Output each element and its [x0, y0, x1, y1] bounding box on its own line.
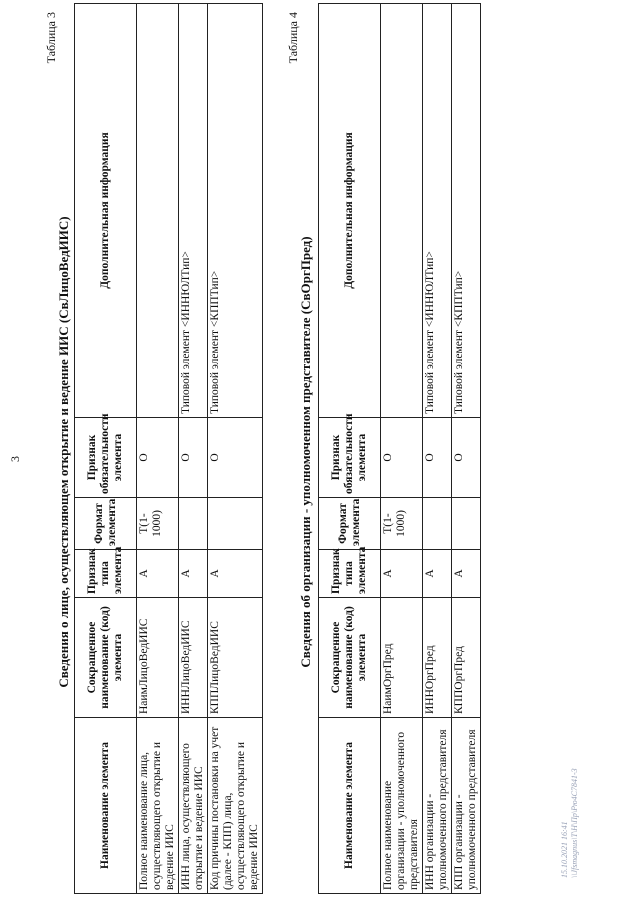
table3-header-info: Дополнительная информация [75, 4, 137, 418]
table-cell-name: КПП организации - уполномоченного представителя [452, 718, 481, 894]
table4-caption: Таблица 4 [286, 12, 300, 64]
table4-title: Сведения об организации - уполномоченном представителе (СвОргПред) [298, 236, 313, 668]
table-cell-required: О [137, 418, 179, 498]
table-cell-name: Полное наименование лица, осуществляющего открытие и ведение ИИС [137, 718, 179, 894]
table-cell-code: ИННОргПред [423, 598, 452, 718]
table3-header-code: Сокращенное наименование (код) элемента [75, 598, 137, 718]
table-cell-type: А [208, 550, 263, 598]
table-cell-code: НаимЛицоВедИИС [137, 598, 179, 718]
table-row [208, 4, 263, 894]
table-cell-code: КППОргПред [452, 598, 481, 718]
table-cell-info: Типовой элемент <КППТип> [208, 4, 263, 418]
table4-header-row [319, 4, 381, 894]
table-cell-info: Типовой элемент <ИННЮЛТип> [179, 4, 208, 418]
page-number: 3 [8, 456, 22, 462]
table-cell-format [208, 498, 263, 550]
table-cell-required: О [381, 418, 423, 498]
table3-title: Сведения о лице, осуществляющем открытие и ведение ИИС (СвЛицоВедИИС) [56, 216, 71, 688]
table-cell-type: А [137, 550, 179, 598]
table-cell-format [452, 498, 481, 550]
table-cell-type: А [423, 550, 452, 598]
table3-caption: Таблица 3 [44, 12, 58, 64]
table-cell-type: А [381, 550, 423, 598]
table-cell-name: ИНН лица, осуществляющего открытие и ведение ИИС [179, 718, 208, 894]
table-cell-code: НаимОргПред [381, 598, 423, 718]
table-cell-format [423, 498, 452, 550]
table-row [381, 4, 423, 894]
table-cell-name: Полное наименование организации - уполномоченного представителя [381, 718, 423, 894]
table-cell-info [137, 4, 179, 418]
table-cell-required: О [208, 418, 263, 498]
table-cell-code: КППЛицоВедИИС [208, 598, 263, 718]
table-cell-info: Типовой элемент <КППТип> [452, 4, 481, 418]
table3-header-format: Формат элемента [75, 498, 137, 550]
table4-header-format: Формат элемента [319, 498, 381, 550]
table-cell-format [179, 498, 208, 550]
table4-header-type: Признак типа элемента [319, 550, 381, 598]
table3-header-name: Наименование элемента [75, 718, 137, 894]
table3-header-required: Признак обязательности элемента [75, 418, 137, 498]
table-cell-required: О [179, 418, 208, 498]
file-stamp [560, 768, 580, 878]
table-row [452, 4, 481, 894]
table-cell-required: О [423, 418, 452, 498]
table-cell-info: Типовой элемент <ИННЮЛТип> [423, 4, 452, 418]
table-cell-name: Код причины постановки на учет (далее - КПП) лица, осуществляющего открытие и ведение ИИС [208, 718, 263, 894]
table-row [179, 4, 208, 894]
table-row [137, 4, 179, 894]
table4-header-code: Сокращенное наименование (код) элемента [319, 598, 381, 718]
table3 [74, 3, 263, 894]
table-row [423, 4, 452, 894]
table4-header-name: Наименование элемента [319, 718, 381, 894]
table-cell-format: T(1-1000) [137, 498, 179, 550]
table3-header-type: Признак типа элемента [75, 550, 137, 598]
table4 [318, 3, 481, 894]
file-stamp-line1: 15.10.2021 16:41 [560, 821, 569, 878]
table4-header-required: Признак обязательности элемента [319, 418, 381, 498]
table-cell-info [381, 4, 423, 418]
table3-header-row [75, 4, 137, 894]
table4-header-info: Дополнительная информация [319, 4, 381, 418]
table-cell-type: А [452, 550, 481, 598]
table-cell-type: А [179, 550, 208, 598]
table-cell-code: ИННЛицоВедИИС [179, 598, 208, 718]
table-cell-name: ИНН организации - уполномоченного представителя [423, 718, 452, 894]
table-cell-format: T(1-1000) [381, 498, 423, 550]
file-stamp-line2: \\Jfsmagnus\Т\Н\Пр\Рю4С7841-3 [570, 768, 579, 878]
table-cell-required: О [452, 418, 481, 498]
